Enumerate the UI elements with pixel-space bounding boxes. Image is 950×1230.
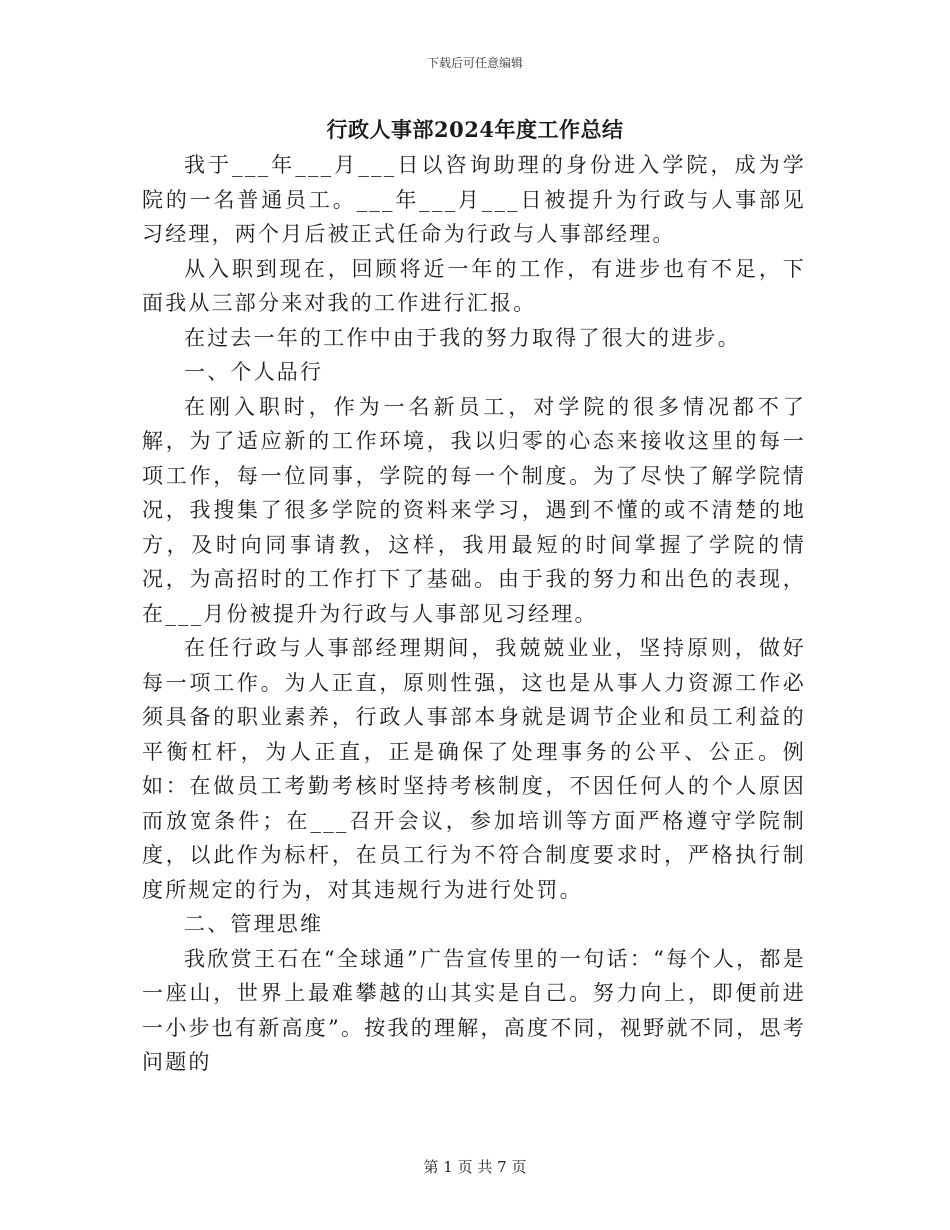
paragraph-intro: 我于___年___月___日以咨询助理的身份进入学院，成为学院的一名普通员工。___年___月___日被提升为行政与人事部见习经理，两个月后被正式任命为行政与人事部经理。 — [142, 153, 806, 246]
page-footer: 第 1 页 共 7 页 — [423, 1158, 527, 1176]
paragraph-manager-period: 在任行政与人事部经理期间，我兢兢业业，坚持原则，做好每一项工作。为人正直，原则性强，这也是从事人力资源工作必须具备的职业素养，行政人事部本身就是调节企业和员工利益的平衡杠杆，为人正直，正是确保了处理事务的公平、公正。例如：在做员工考勤考核时坚持考核制度，不因任何人的个人原因而放宽条件；在___召开会议，参加培训等方面严格遵守学院制度，以此作为标杆，在员工行为不符合制度要求时，严格执行制度所规定的行为，对其违规行为进行处罚。 — [142, 636, 806, 902]
document-body — [142, 148, 806, 1080]
document-title: 行政人事部2024年度工作总结 — [326, 117, 624, 142]
section-heading-management-thinking: 二、管理思维 — [184, 912, 324, 936]
paragraph-progress: 在过去一年的工作中由于我的努力取得了很大的进步。 — [184, 325, 741, 350]
section-heading-personal-conduct: 一、个人品行 — [184, 360, 324, 384]
paragraph-overview: 从入职到现在，回顾将近一年的工作，有进步也有不足，下面我从三部分来对我的工作进行汇报。 — [142, 256, 806, 315]
header-note: 下载后可任意编辑 — [426, 56, 523, 70]
paragraph-onboarding: 在刚入职时，作为一名新员工，对学院的很多情况都不了解，为了适应新的工作环境，我以归零的心态来接收这里的每一项工作，每一位同事，学院的每一个制度。为了尽快了解学院情况，我搜集了很多学院的资料来学习，遇到不懂的或不清楚的地方，及时向同事请教，这样，我用最短的时间掌握了学院的情况，为高招时的工作打下了基础。由于我的努力和出色的表现，在___月份被提升为行政与人事部见习经理。 — [142, 394, 806, 626]
paragraph-quote: 我欣赏王石在“全球通”广告宣传里的一句话：“每个人，都是一座山，世界上最难攀越的山其实是自己。努力向上，即便前进一小步也有新高度”。按我的理解，高度不同，视野就不同，思考问题的 — [142, 946, 806, 1074]
